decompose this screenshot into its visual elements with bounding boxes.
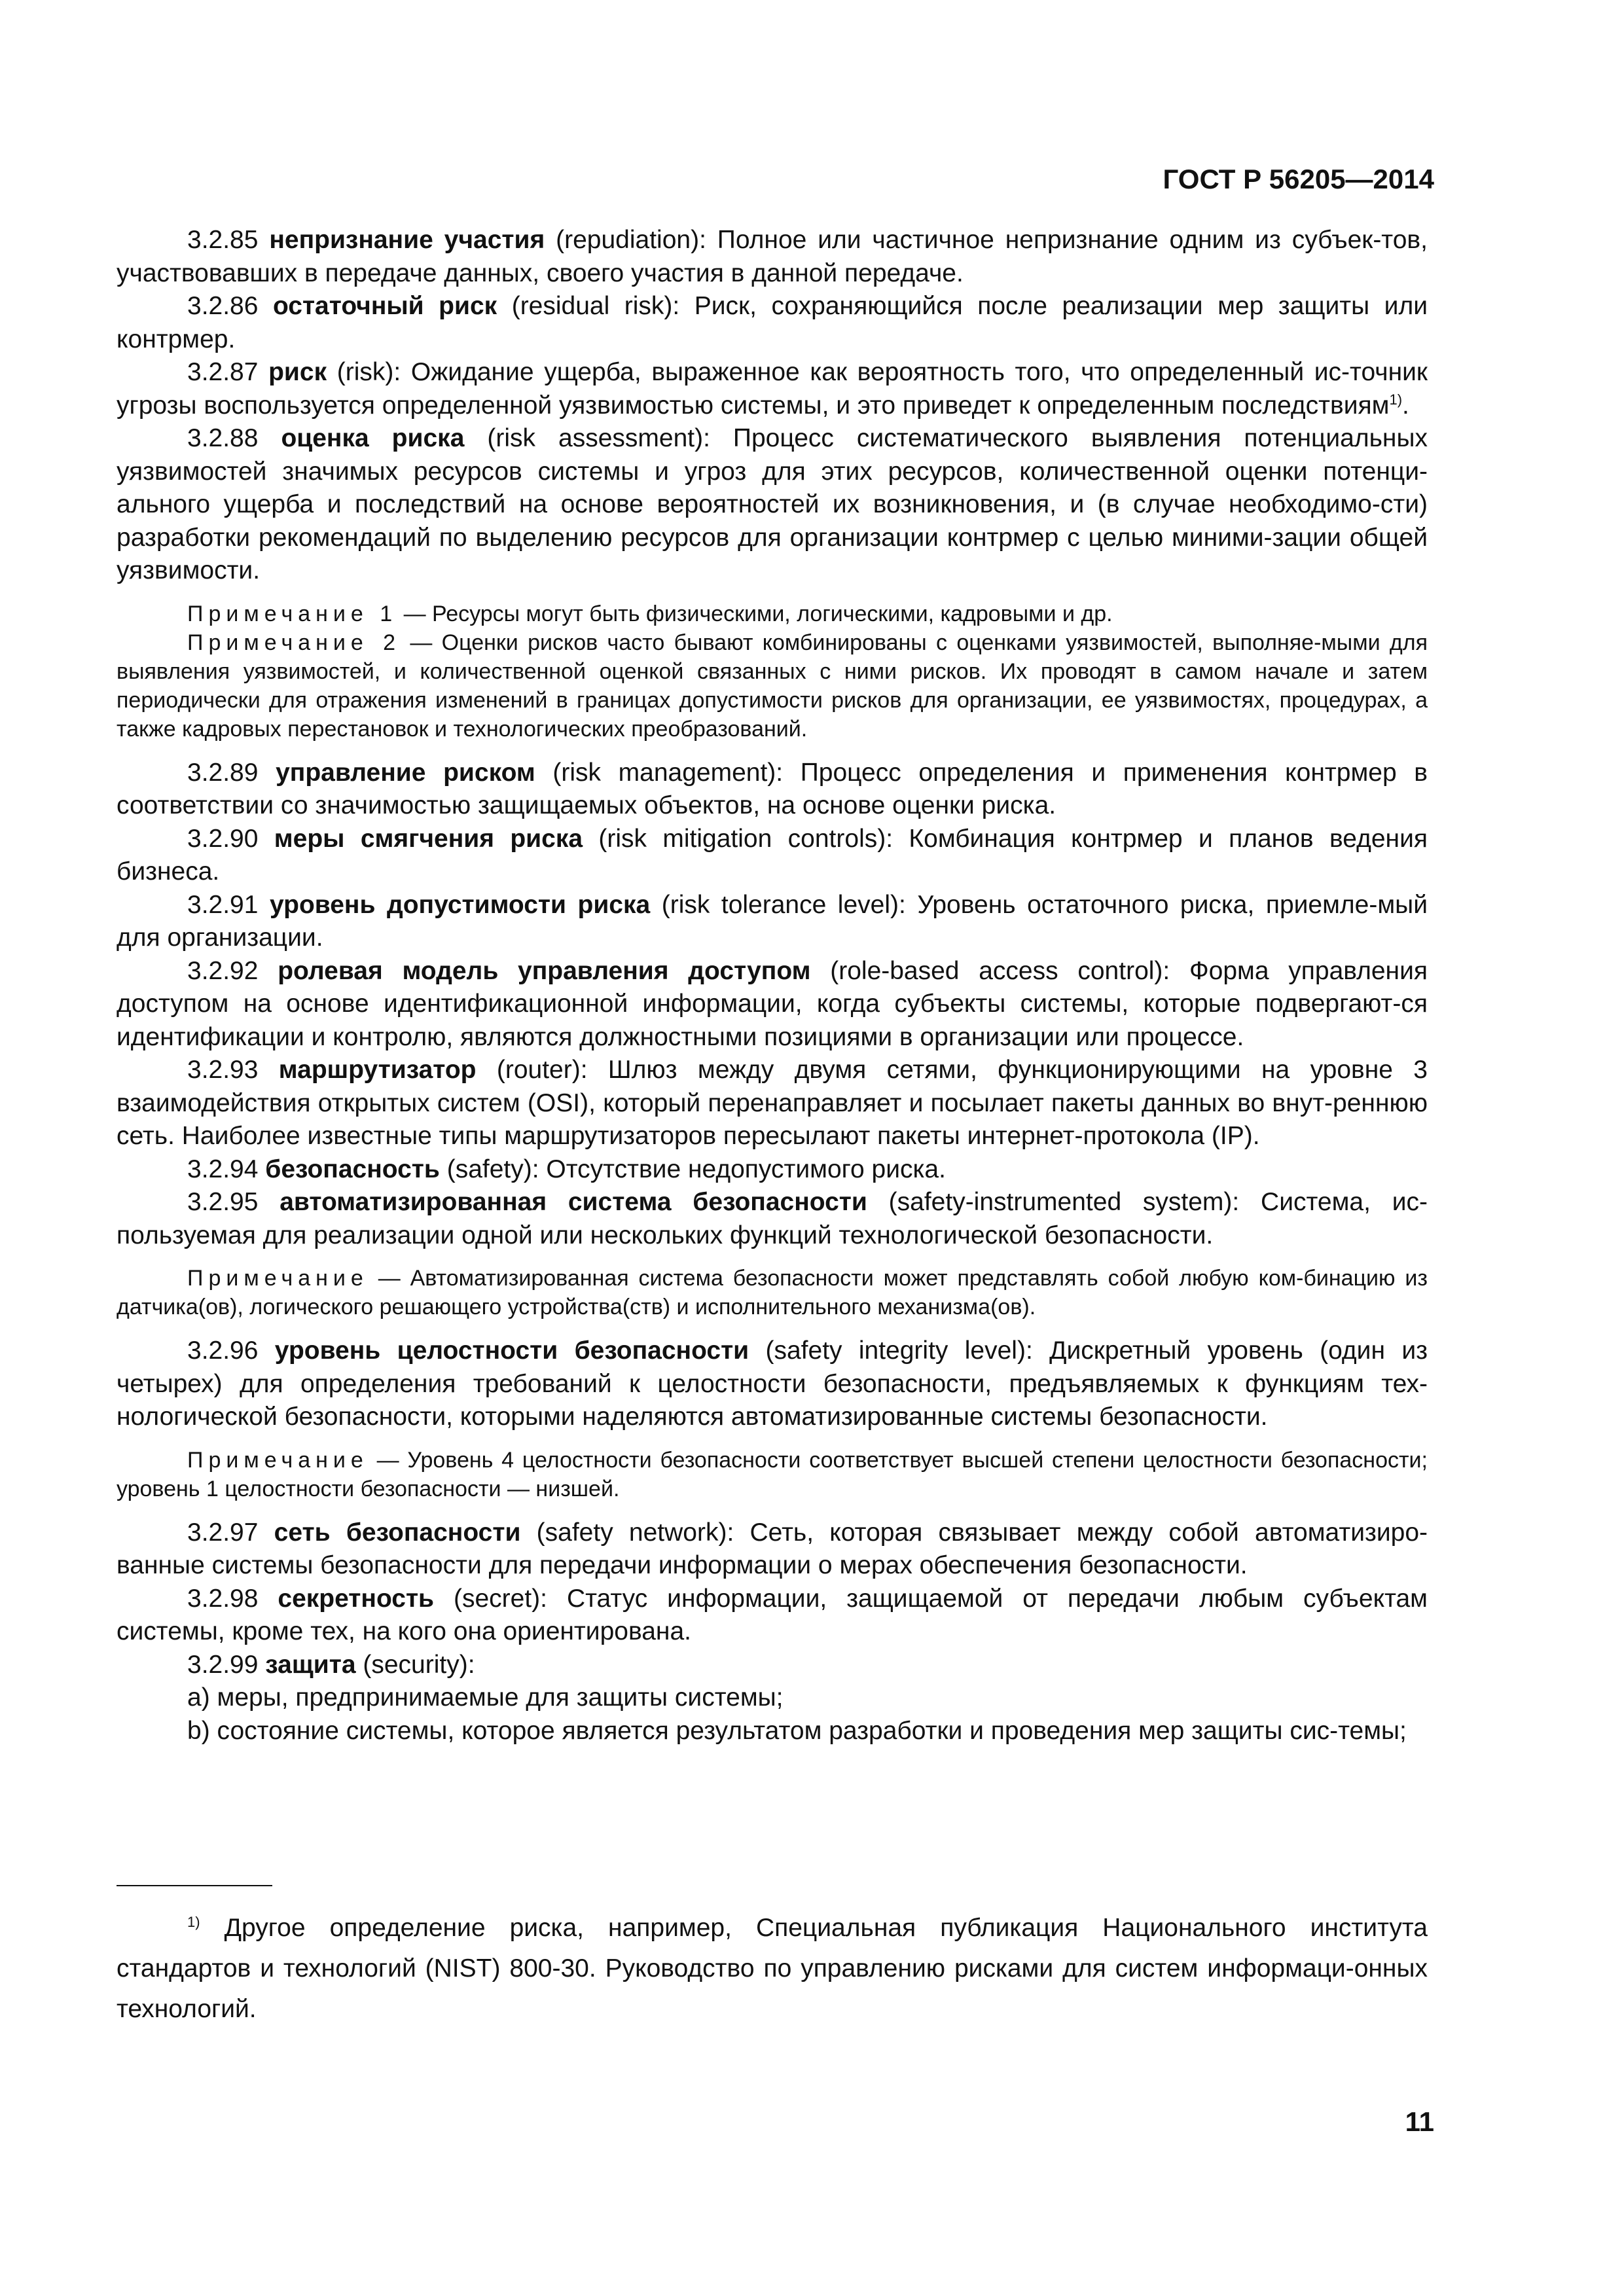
term: оценка риска (281, 424, 465, 452)
page-content (117, 224, 1428, 1748)
entry-3-2-91: 3.2.91 уровень допустимости риска (risk tolerance level): Уровень остаточного риска, приемле-мый для организации. (117, 890, 1428, 952)
entry-3-2-86: 3.2.86 остаточный риск (residual risk): Риск, сохраняющийся после реализации мер защиты или контрмер. (117, 292, 1428, 353)
entry-3-2-94: 3.2.94 безопасность (safety): Отсутствие недопустимого риска. (187, 1155, 946, 1183)
note-2: Примечание 2 — Оценки рисков часто бывают комбинированы с оценками уязвимостей, выполняе-мыми для выявления уязвимостей, и количественной оценкой связанных с ними рисков. Их проводят в самом начале и затем периодически для отражения изменений в границах допустимости рисков для организации, ее уязвимостях, процедурах, а также кадровых перестановок и технологических преобразований. (117, 630, 1428, 742)
term: риск (268, 358, 327, 386)
entry-3-2-95: 3.2.95 автоматизированная система безопасности (safety-instrumented system): Система, ис-пользуемая для реализации одной или нескольких функций технологической безопасности. (117, 1188, 1428, 1249)
term: защита (265, 1650, 356, 1679)
entry-3-2-87: 3.2.87 риск (risk): Ожидание ущерба, выраженное как вероятность того, что определенный ис-точник угрозы воспользуется определенной уязвимостью системы, и это приведет к определенным последствиям$^{1)}$. (117, 358, 1428, 420)
note: Примечание — Автоматизированная система безопасности может представлять собой любую ком-бинацию из датчика(ов), логического решающего устройства(ств) и исполнительного механизма(ов). (117, 1266, 1428, 1319)
notes-3-2-88 (117, 600, 1428, 744)
note: Примечание — Уровень 4 целостности безопасности соответствует высшей степени целостности безопасности; уровень 1 целостности безопасности — низшей. (117, 1447, 1428, 1501)
term: ролевая модель управления доступом (278, 956, 811, 985)
note-1: Примечание 1 — Ресурсы могут быть физическими, логическими, кадровыми и др. (187, 601, 1113, 626)
entry-3-2-90: 3.2.90 меры смягчения риска (risk mitigation controls): Комбинация контрмер и планов ведения бизнеса. (117, 824, 1428, 886)
list-item-b: b) состояние системы, которое является результатом разработки и проведения мер защиты сис-темы; (187, 1716, 1407, 1745)
entry-3-2-93: 3.2.93 маршрутизатор (router): Шлюз между двумя сетями, функционирующими на уровне 3 взаимодействия открытых систем (OSI), который перенаправляет и посылает пакеты данных во внут-реннюю сеть. Наиболее известные типы маршрутизаторов пересылают пакеты интернет-протокола (IP). (117, 1056, 1428, 1150)
note-3-2-96 (117, 1446, 1428, 1503)
entry-3-2-98: 3.2.98 секретность (secret): Статус информации, защищаемой от передачи любым субъектам системы, кроме тех, на кого она ориентирована. (117, 1584, 1428, 1645)
term: меры смягчения риска (274, 824, 583, 853)
footnote-divider (117, 1885, 272, 1886)
term: сеть безопасности (274, 1518, 521, 1547)
entry-3-2-89: 3.2.89 управление риском (risk management): Процесс определения и применения контрмер в соответствии со значимостью защищаемых объектов, на основе оценки риска. (117, 758, 1428, 819)
entry-3-2-96: 3.2.96 уровень целостности безопасности (safety integrity level): Дискретный уровень (один из четырех) для определения требований к целостности безопасности, предъявляемых к функциям тех-нологической безопасности, которыми наделяются автоматизированные системы безопасности. (117, 1336, 1428, 1431)
term: безопасность (265, 1155, 440, 1183)
entry-3-2-85: 3.2.85 непризнание участия (repudiation): Полное или частичное непризнание одним из субъек-тов, участвовавших в передаче данных, своего участия в данной передаче. (117, 226, 1428, 287)
footnote-mark: 1) (187, 1914, 200, 1930)
term: уровень целостности безопасности (274, 1336, 749, 1365)
page-number: 11 (1405, 2106, 1434, 2137)
term: непризнание участия (269, 226, 545, 254)
term: секретность (278, 1584, 435, 1613)
term: автоматизированная система безопасности (280, 1188, 867, 1216)
term: управление риском (276, 758, 535, 787)
footnote-text: Другое определение риска, например, Специальная публикация Национального института стандартов и технологий (NIST) 800-30. Руководство по управлению рисками для систем информаци-онных технологий. (117, 1914, 1428, 2023)
term: остаточный риск (272, 292, 497, 320)
entry-3-2-92: 3.2.92 ролевая модель управления доступом (role-based access control): Форма управления доступом на основе идентификационной информации, когда субъекты системы, которые подвергают-ся идентификации и контролю, являются должностными позициями в организации или процессе. (117, 956, 1428, 1051)
footnote (117, 1908, 1428, 2030)
entry-3-2-99: 3.2.99 защита (security): (187, 1650, 475, 1679)
note-3-2-95 (117, 1264, 1428, 1321)
standard-header: ГОСТ Р 56205—2014 (1163, 164, 1434, 194)
footnote-ref: 1) (1389, 391, 1403, 408)
list-item-a: а) меры, предпринимаемые для защиты системы; (187, 1683, 784, 1712)
entry-3-2-97: 3.2.97 сеть безопасности (safety network): Сеть, которая связывает между собой автоматизиро-ванные системы безопасности для передачи информации о мерах обеспечения безопасности. (117, 1518, 1428, 1579)
entry-3-2-88: 3.2.88 оценка риска (risk assessment): Процесс систематического выявления потенциальных уязвимостей значимых ресурсов системы и угроз для этих ресурсов, количественной оценки потенци-ального ущерба и последствий на основе вероятностей их возникновения, и (в случае необходимо-сти) разработки рекомендаций по выделению ресурсов для организации контрмер с целью миними-зации общей уязвимости. (117, 424, 1428, 584)
term: уровень допустимости риска (269, 890, 651, 919)
term: маршрутизатор (278, 1056, 477, 1084)
